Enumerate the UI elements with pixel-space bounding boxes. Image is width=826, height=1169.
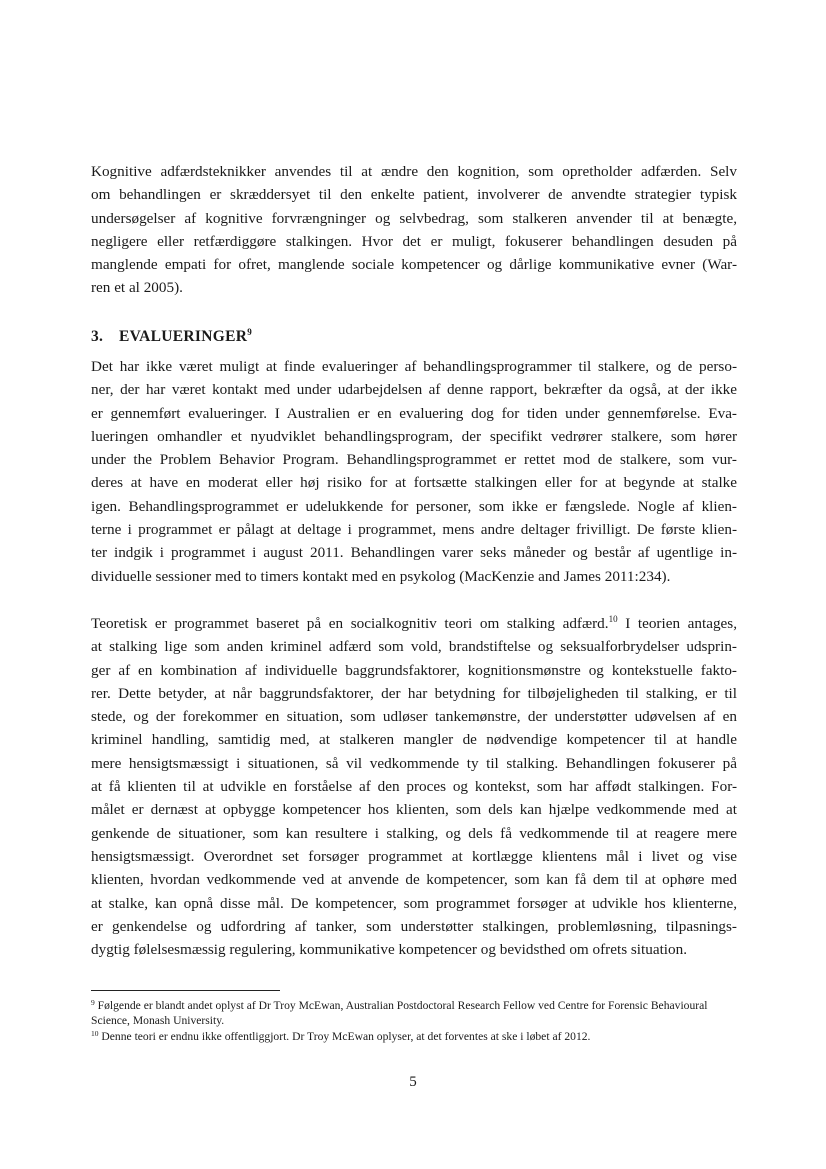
line-text: deres at have en moderat eller høj risiko for at fortsætte stalkingen eller for at begynde at stalke [91,474,737,492]
text-line [91,775,737,798]
line-text-continued: I teorien antages, [617,615,738,632]
text-line [91,518,737,541]
text-line [91,659,737,682]
text-line [91,183,737,206]
text-line [91,868,737,891]
line-text: er genkendelse og udfordring af tanker, som understøtter stalkingen, problemløsning, tilpasnings- [91,917,737,935]
line-text: ren et al 2005). [91,279,183,297]
text-line [91,892,737,915]
text-line [91,378,737,401]
section-title: EVALUERINGER [119,328,248,345]
line-text: igen. Behandlingsprogrammet er udelukkende for personer, som ikke er fængslede. Nogle af klien- [91,497,737,515]
text-line [91,355,737,378]
line-text: dividuelle sessioner med to timers kontakt med en psykolog (MacKenzie and James 2011:234). [91,567,671,585]
text-line [91,448,737,471]
footnote-mark: 9 [91,998,95,1007]
line-text: om behandlingen er skræddersyet til den enkelte patient, involverer de anvendte strategier typisk [91,186,737,204]
text-line [91,915,737,938]
line-text: negligere eller retfærdiggøre stalkingen. Hvor det er muligt, fokuserer behandlingen desuden på [91,232,737,250]
line-text: at stalking lige som anden kriminel adfærd som vold, brandstiftelse og seksualforbrydelser udsprin- [91,638,737,656]
footnote-text: Denne teori er endnu ikke offentliggjort. Dr Troy McEwan oplyser, at det forventes at ske i løbet af 2012. [101,1030,591,1043]
text-line [91,798,737,821]
line-text: rer. Dette betyder, at når baggrundsfaktorer, der har betydning for tilbøjeligheden til stalking, er til [91,684,737,702]
line-text: Teoretisk er programmet baseret på en socialkognitiv teori om stalking adfærd. [91,615,609,632]
text-line [91,541,737,564]
paragraph-evaluations [91,355,737,588]
paragraph-cognitive-techniques [91,160,737,300]
text-line [91,471,737,494]
line-text: klienten, hvordan vedkommende ved at anvende de kompetencer, som kan få dem til at ophøre med [91,871,737,889]
line-text: ner, der har været kontakt med under udarbejdelsen af denne rapport, bekræfter da også, at der ikke [91,381,737,399]
line-text: ger af en kombination af individuelle baggrundsfaktorer, kognitionsmønstre og kontekstuelle fakto- [91,661,737,679]
line-text: under the Problem Behavior Program. Behandlingsprogrammet er rettet mod de stalkere, som vur- [91,451,737,469]
line-text: lueringen omhandler et nyudviklet behandlingsprogram, der specifikt vedrører stalkere, som hører [91,427,737,445]
footnote-9 [91,998,737,1028]
footnote-mark: 10 [91,1029,99,1038]
line-text: dygtig følelsesmæssig regulering, kommunikative kompetencer og bevidsthed om ofrets situation. [91,941,688,959]
footnote-10 [91,1029,737,1044]
section-number: 3. [91,328,104,345]
text-line [91,752,737,775]
text-line [91,682,737,705]
text-line [91,612,737,635]
line-text: manglende empati for ofret, manglende sociale kompetencer og dårlige kommunikative evner (War- [91,256,737,274]
line-text: ter indgik i programmet i august 2011. Behandlingen varer seks måneder og består af ugentlige in- [91,544,737,562]
line-text: mere hensigtsmæssigt i situationen, så vil vedkommende ty til stalking. Behandlingen fokuserer på [91,754,737,772]
text-line [91,565,737,588]
text-line [91,253,737,276]
line-text: hensigtsmæssigt. Overordnet set forsøger programmet at kortlægge klientens mål i livet og vise [91,847,737,865]
text-line [91,495,737,518]
text-line [91,635,737,658]
line-text: er gennemført evalueringer. I Australien er en evaluering dog for tiden under gennemførelse. Eva- [91,404,737,422]
line-text: Kognitive adfærdsteknikker anvendes til at ændre den kognition, som opretholder adfærden. Selv [91,163,737,180]
text-line [91,207,737,230]
text-line [91,276,737,299]
text-line [91,845,737,868]
text-line [91,822,737,845]
text-line [91,728,737,751]
line-text: terne i programmet er pålagt at deltage i programmet, mens andre deltager frivilligt. De første klien- [91,521,737,539]
section-heading [91,328,252,346]
line-text: undersøgelser af kognitive forvrængninger og selvbedrag, som stalkeren anvender til at benægte, [91,209,737,227]
line-text: at stalke, kan opnå disse mål. De kompetencer, som programmet forsøger at udvikle hos klienterne, [91,894,737,912]
footnote-separator [91,990,280,991]
line-text: kriminel handling, samtidig med, at stalkeren mangler de nødvendige kompetencer til at handle [91,731,737,749]
footnote-text: Følgende er blandt andet oplyst af Dr Troy McEwan, Australian Postdoctoral Research Fellow ved Centre for Forensic Behavioural Science, Monash University. [91,999,708,1027]
footnote-ref-10: 10 [608,614,618,624]
paragraph-theory [91,612,737,961]
footnote-ref-9: 9 [247,327,253,337]
text-line [91,705,737,728]
page-number: 5 [409,1074,417,1090]
text-line [91,160,737,183]
text-line [91,402,737,425]
line-text: at få klienten til at udvikle en forståelse af den proces og kontekst, som har affødt stalkingen. For- [91,778,737,796]
text-line [91,230,737,253]
line-text: stede, og der forekommer en situation, som udløser tankemønstre, der understøtter udøvelsen af en [91,708,737,726]
line-text: målet er dernæst at opbygge kompetencer hos klienten, som dels kan hjælpe vedkommende med at [91,801,737,819]
line-text: Det har ikke været muligt at finde evalueringer af behandlingsprogrammer til stalkere, og de perso- [91,358,737,375]
text-line [91,938,737,961]
text-line [91,425,737,448]
line-text: genkende de situationer, som kan resultere i stalking, og dels få vedkommende til at reagere mere [91,824,737,842]
